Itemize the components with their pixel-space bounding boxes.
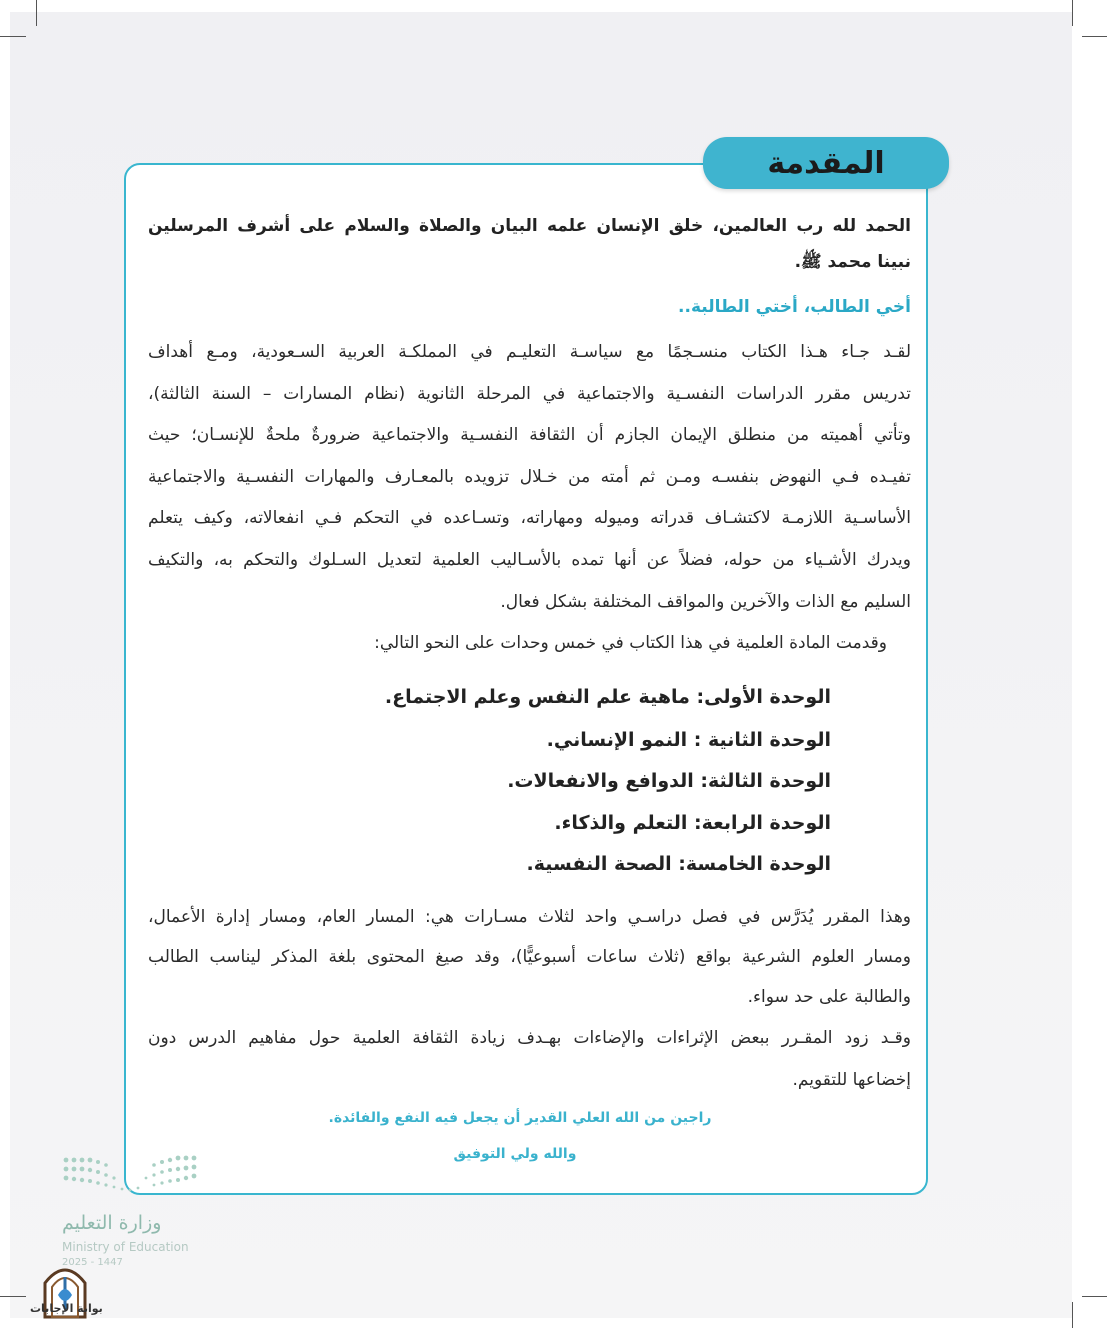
watermark-label: بوابة الإجابات xyxy=(30,1302,103,1315)
unit-item: الوحدة الخامسة: الصحة النفسية. xyxy=(526,853,831,875)
paragraph-line: السليم مع الذات والآخرين والمواقف المختلفة بشكل فعال. xyxy=(500,592,911,612)
ministry-year: 2025 - 1447 xyxy=(62,1257,123,1268)
unit-item: الوحدة الرابعة: التعلم والذكاء. xyxy=(554,812,831,834)
ministry-name-en: Ministry of Education xyxy=(62,1240,189,1254)
unit-item: الوحدة الأولى: ماهية علم النفس وعلم الاجتماع. xyxy=(384,686,831,708)
crop-mark xyxy=(1072,1302,1073,1328)
intro-line: نبينا محمد ﷺ. xyxy=(794,252,911,272)
paragraph-line: لقـد جـاء هـذا الكتاب منسـجمًا مع سياسـة التعليـم في المملكـة العربية السـعودية، ومـع أهداف xyxy=(148,342,911,362)
closing-line: راجين من الله العلي القدير أن يجعل فيه النفع والفائدة. xyxy=(328,1110,712,1126)
crop-mark xyxy=(0,36,26,37)
crop-mark xyxy=(1082,1296,1107,1297)
units-intro: وقدمت المادة العلمية في هذا الكتاب في خمس وحدات على النحو التالي: xyxy=(374,633,887,653)
paragraph-line: إخضاعها للتقويم. xyxy=(792,1070,911,1090)
paragraph-line: وتأتي أهميته من منطلق الإيمان الجازم أن الثقافة النفسـية والاجتماعية ضرورةٌ ملحةٌ للإنسـان؛ حيث xyxy=(148,425,911,445)
paragraph-line: تفيـده فـي النهوض بنفسـه ومـن ثم أمته من خـلال تزويده بالمعـارف والمهارات النفسـية والاجتماعية xyxy=(148,467,911,487)
unit-item: الوحدة الثالثة: الدوافع والانفعالات. xyxy=(507,770,831,792)
closing-line: والله ولي التوفيق xyxy=(453,1146,577,1162)
paragraph-line: ويدرك الأشـياء من حوله، فضلاً عن أنها تمده بالأسـاليب العلمية لتعديل السـلوك والتحكم به، والتكيف xyxy=(148,550,911,570)
greeting: أخي الطالب، أختي الطالبة.. xyxy=(678,297,911,317)
crop-mark xyxy=(1072,0,1073,26)
paragraph-line: الأساسـية اللازمـة لاكتشـاف قدراته وميوله ومهاراته، وتسـاعده في التحكم فـي انفعالاته، وكيف يتعلم xyxy=(148,508,911,528)
paragraph-line: والطالبة على حد سواء. xyxy=(747,987,911,1007)
paragraph-line: ومسار العلوم الشرعية بواقع (ثلاث ساعات أسبوعيًّا)، وقد صيغ المحتوى بلغة المذكر ليناسب الطالب xyxy=(148,947,911,967)
crop-mark xyxy=(1082,36,1107,37)
paragraph-line: وهذا المقرر يُدَرَّس في فصل دراسـي واحد لثلاث مسـارات هي: المسار العام، ومسار إدارة الأعمال، xyxy=(148,907,911,927)
crop-mark xyxy=(36,0,37,26)
paragraph-line: وقـد زود المقـرر ببعض الإثراءات والإضاءات بهـدف زيادة الثقافة العلمية حول مفاهيم الدرس دون xyxy=(148,1028,911,1048)
ministry-name-ar: وزارة التعليم xyxy=(62,1212,162,1234)
unit-item: الوحدة الثانية : النمو الإنساني. xyxy=(546,729,831,751)
page-title: المقدمة xyxy=(767,145,885,181)
crop-mark xyxy=(0,1296,26,1297)
paragraph-line: تدريس مقرر الدراسات النفسـية والاجتماعية في المرحلة الثانوية (نظام المسارات – السنة الثالثة)، xyxy=(148,384,911,404)
intro-line: الحمد لله رب العالمين، خلق الإنسان علمه البيان والصلاة والسلام على أشرف المرسلين xyxy=(148,216,911,236)
title-tab xyxy=(703,137,949,189)
